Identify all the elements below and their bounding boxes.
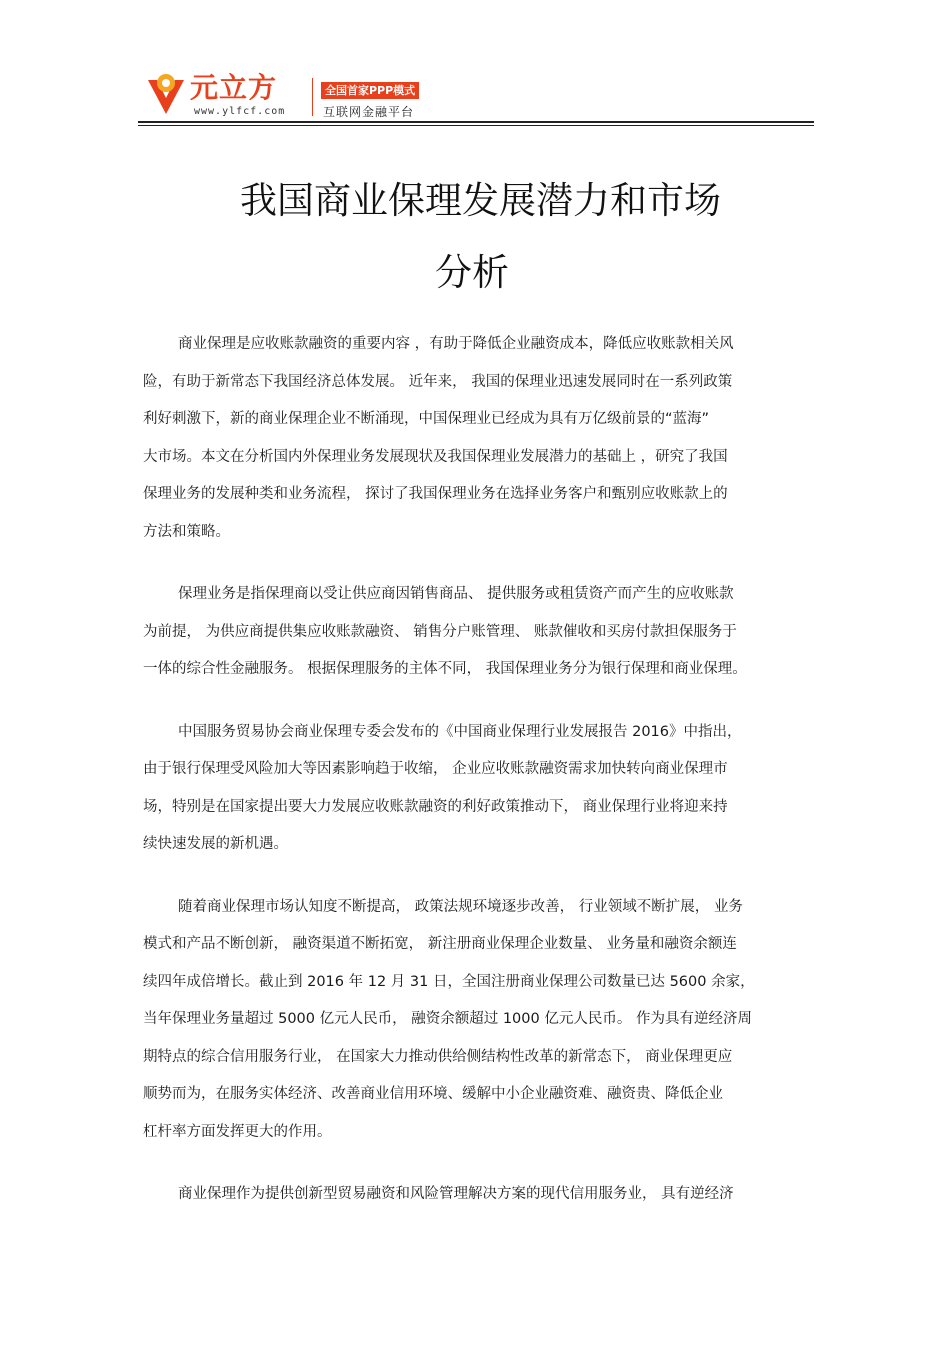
paragraph-line: 险，有助于新常态下我国经济总体发展。 近年来， 我国的保理业迅速发展同时在一系列政策 <box>143 373 733 390</box>
brand-name: 元立方 <box>190 71 278 104</box>
paragraph-line: 保理业务是指保理商以受让供应商因销售商品、 提供服务或租赁资产而产生的应收账款 <box>178 586 734 602</box>
paragraph-line: 当年保理业务量超过 5000 亿元人民币， 融资余额超过 1000 亿元人民币。 作为具有逆经济周 <box>143 1011 752 1027</box>
paragraph <box>143 326 803 551</box>
paragraph-line: 方法和策略。 <box>143 523 230 540</box>
title-line-1: 我国商业保理发展潜力和市场 <box>240 179 721 222</box>
brand-url: www.ylfcf.com <box>194 106 286 117</box>
paragraph <box>143 1176 803 1214</box>
page-header <box>138 62 814 128</box>
paragraph-line: 一体的综合性金融服务。 根据保理服务的主体不同， 我国保理业务分为银行保理和商业保理。 <box>143 661 747 677</box>
paragraph-line: 顺势而为，在服务实体经济、改善商业信用环境、缓解中小企业融资难、融资贵、降低企业 <box>143 1086 723 1102</box>
document-title <box>240 165 760 309</box>
paragraph <box>143 576 803 689</box>
paragraph-line: 利好刺激下，新的商业保理企业不断涌现，中国保理业已经成为具有万亿级前景的“蓝海” <box>143 411 710 427</box>
paragraph-line: 随着商业保理市场认知度不断提高， 政策法规环境逐步改善， 行业领域不断扩展， 业务 <box>178 898 743 915</box>
paragraph-line: 杠杆率方面发挥更大的作用。 <box>143 1123 332 1140</box>
brand-logo-icon <box>144 70 188 120</box>
paragraph-line: 由于银行保理受风险加大等因素影响趋于收缩， 企业应收账款融资需求加快转向商业保理市 <box>143 761 728 777</box>
paragraph-line: 大市场。本文在分析国内外保理业务发展现状及我国保理业发展潜力的基础上 ，研究了我国 <box>143 448 728 465</box>
paragraph-line: 保理业务的发展种类和业务流程， 探讨了我国保理业务在选择业务客户和甄别应收账款上的 <box>143 486 728 502</box>
paragraph-line: 为前提， 为供应商提供集应收账款融资、 销售分户账管理、 账款催收和买房付款担保服务于 <box>143 623 737 640</box>
header-rule-thin <box>138 125 814 126</box>
brand-tagline: 互联网金融平台 <box>323 105 415 119</box>
paragraph-line: 商业保理作为提供创新型贸易融资和风险管理解决方案的现代信用服务业， 具有逆经济 <box>178 1186 734 1202</box>
brand-tag: 全国首家PPP模式 <box>321 82 419 99</box>
paragraph-line: 场，特别是在国家提出要大力发展应收账款融资的利好政策推动下， 商业保理行业将迎来持 <box>143 798 728 815</box>
paragraph-line: 商业保理是应收账款融资的重要内容 ，有助于降低企业融资成本，降低应收账款相关风 <box>178 336 734 352</box>
title-line-2: 分析 <box>435 251 509 294</box>
paragraph-line: 模式和产品不断创新， 融资渠道不断拓宽， 新注册商业保理企业数量、 业务量和融资余额连 <box>143 936 737 952</box>
paragraph <box>143 714 803 864</box>
header-rule-thick <box>138 121 814 123</box>
document-body <box>143 326 803 1239</box>
paragraph-line: 续快速发展的新机遇。 <box>143 836 288 852</box>
paragraph <box>143 889 803 1152</box>
paragraph-line: 中国服务贸易协会商业保理专委会发布的《中国商业保理行业发展报告 2016》中指出， <box>178 723 742 740</box>
header-divider <box>312 78 313 116</box>
paragraph-line: 续四年成倍增长。截止到 2016 年 12 月 31 日，全国注册商业保理公司数量已达 5600 余家， <box>143 973 755 990</box>
paragraph-line: 期特点的综合信用服务行业， 在国家大力推动供给侧结构性改革的新常态下， 商业保理更应 <box>143 1048 733 1065</box>
